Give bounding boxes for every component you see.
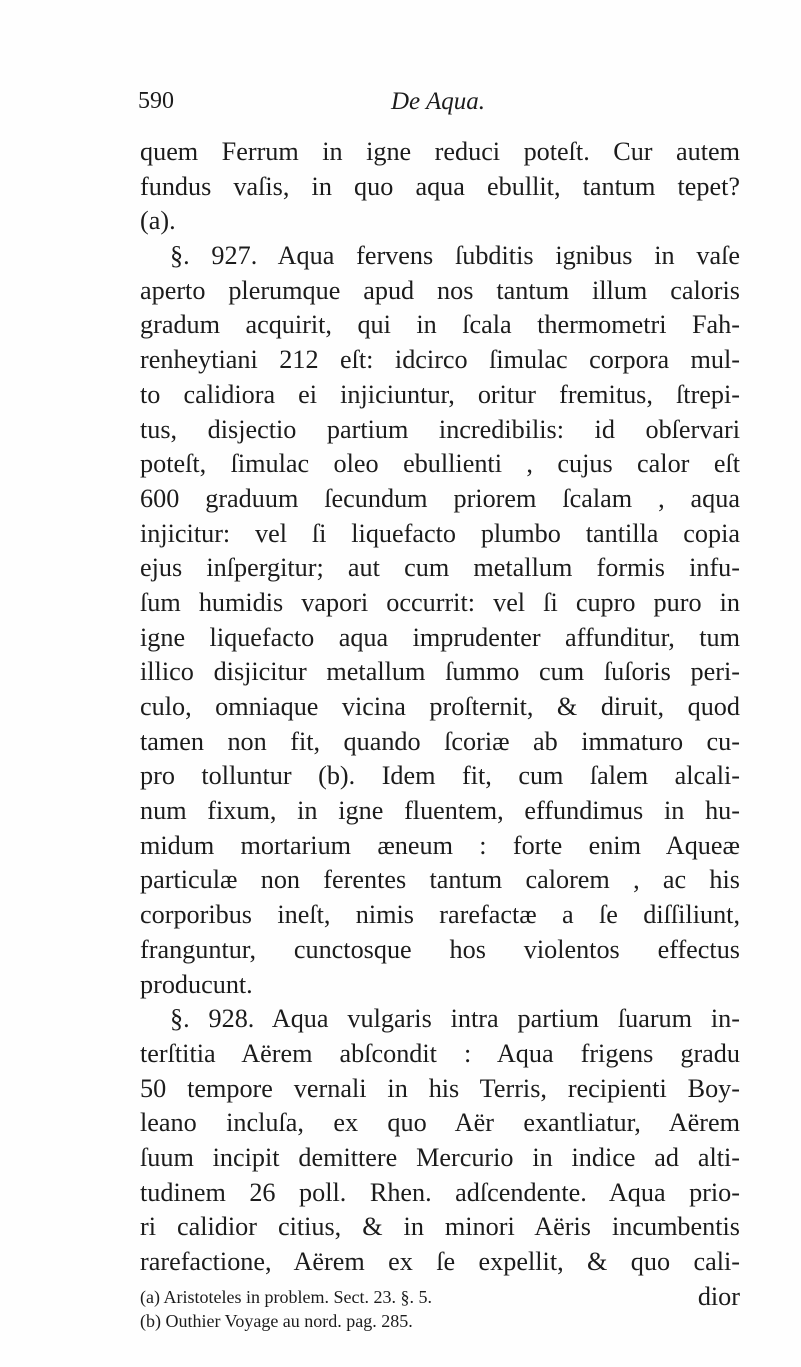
text-line: terſtitia Aërem abſcondit : Aqua frigens gradu xyxy=(140,1038,740,1068)
text-line: ſuum incipit demittere Mercurio in indice ad alti- xyxy=(140,1142,740,1172)
footnote-b: (b) Outhier Voyage au nord. pag. 285. xyxy=(140,1311,413,1331)
text-line: ri calidior citius, & in minori Aëris incumbentis xyxy=(140,1212,740,1242)
text-line: gradum acquirit, qui in ſcala thermometri Fah- xyxy=(140,310,740,340)
text-line: producunt. xyxy=(140,969,253,999)
text-line: num fixum, in igne fluentem, effundimus in hu- xyxy=(140,796,740,826)
text-line: 600 graduum ſecundum priorem ſcalam , aqua xyxy=(140,483,740,513)
text-line: (a). xyxy=(140,206,176,236)
text-line: leano incluſa, ex quo Aër exantliatur, Aërem xyxy=(140,1108,740,1138)
text-line: poteſt, ſimulac oleo ebullienti , cujus calor eſt xyxy=(140,449,740,479)
catchword: dior xyxy=(697,1281,740,1311)
text-line: tudinem 26 poll. Rhen. adſcendente. Aqua prio- xyxy=(140,1177,740,1207)
text-line: fundus vaſis, in quo aqua ebullit, tantum tepet? xyxy=(140,171,740,201)
text-line: franguntur, cunctosque hos violentos effectus xyxy=(140,934,740,964)
paragraph-927-start: §. 927. Aqua fervens ſubditis ignibus in vaſe xyxy=(170,241,740,271)
footnote-a: (a) Aristoteles in problem. Sect. 23. §. 5. xyxy=(140,1287,432,1307)
text-line: midum mortarium æneum : forte enim Aqueæ xyxy=(140,830,740,860)
text-line: culo, omniaque vicina proſternit, & diruit, quod xyxy=(140,692,740,721)
text-line: quem Ferrum in igne reduci poteſt. Cur autem xyxy=(140,137,740,166)
text-line: tamen non fit, quando ſcoriæ ab immaturo cu- xyxy=(140,726,740,756)
body-text xyxy=(140,135,740,1314)
text-line: injicitur: vel ſi liquefacto plumbo tantilla copia xyxy=(140,518,740,548)
footnotes xyxy=(140,1285,740,1333)
text-line: renheytiani 212 eſt: idcirco ſimulac corpora mul- xyxy=(140,345,740,375)
text-line: to calidiora ei injiciuntur, oritur fremitus, ſtrepi- xyxy=(140,379,740,409)
text-line: rarefactione, Aërem ex ſe expellit, & quo cali- xyxy=(140,1247,740,1276)
page-header xyxy=(138,88,738,124)
text-line: illico disjicitur metallum ſummo cum ſuſoris peri- xyxy=(140,657,740,687)
running-title: De Aqua. xyxy=(391,88,485,115)
text-line: particulæ non ferentes tantum calorem , ac his xyxy=(140,865,740,895)
text-line: tus, disjectio partium incredibilis: id obſervari xyxy=(140,414,740,444)
text-line: aperto plerumque apud nos tantum illum caloris xyxy=(140,275,740,305)
text-line: ejus inſpergitur; aut cum metallum formis infu- xyxy=(140,553,740,583)
text-line: pro tolluntur (b). Idem fit, cum ſalem alcali- xyxy=(140,761,740,791)
text-line: igne liquefacto aqua imprudenter affunditur, tum xyxy=(140,622,740,652)
text-line: corporibus ineſt, nimis rarefactæ a ſe diſſiliunt, xyxy=(140,900,740,930)
text-line: 50 tempore vernali in his Terris, recipienti Boy- xyxy=(140,1073,740,1103)
text-line: ſum humidis vapori occurrit: vel ſi cupro puro in xyxy=(140,587,740,617)
paragraph-928-start: §. 928. Aqua vulgaris intra partium ſuarum in- xyxy=(170,1004,740,1034)
page-number: 590 xyxy=(138,88,174,114)
